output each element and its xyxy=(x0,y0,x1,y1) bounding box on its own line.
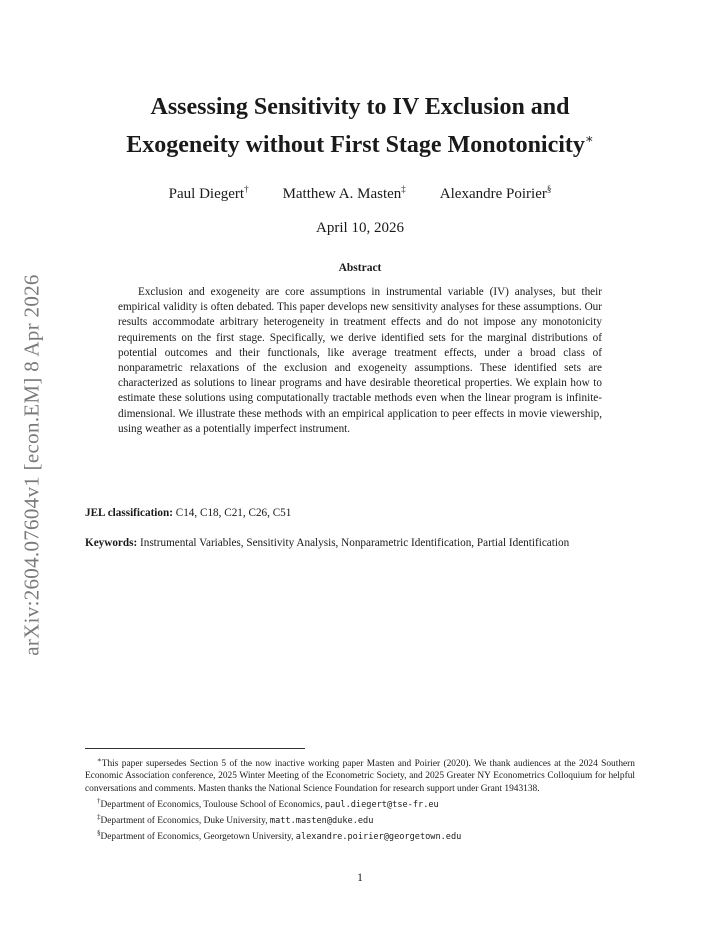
paper-title xyxy=(60,92,660,161)
keywords-value: Instrumental Variables, Sensitivity Analysis, Nonparametric Identification, Partial Identification xyxy=(140,537,570,549)
email-link[interactable]: alexandre.poirier@georgetown.edu xyxy=(295,832,462,843)
author xyxy=(440,184,552,203)
jel-codes: C14, C18, C21, C26, C51 xyxy=(175,507,292,519)
paper-date: April 10, 2026 xyxy=(316,220,404,236)
email-link[interactable]: paul.diegert@tse-fr.eu xyxy=(324,799,439,810)
footnote-affiliation xyxy=(85,811,635,827)
abstract-heading: Abstract xyxy=(338,262,382,274)
footnote-marker: § xyxy=(97,829,101,838)
footnote-marker: ∗ xyxy=(97,756,102,764)
title-footnote-marker: ∗ xyxy=(584,131,594,146)
keywords-label: Keywords: xyxy=(85,537,138,549)
footnote-divider xyxy=(85,748,305,749)
author-name: Matthew A. Masten xyxy=(282,186,402,202)
author-name: Paul Diegert xyxy=(168,186,245,202)
keywords xyxy=(85,536,635,551)
affiliation-text: Department of Economics, Toulouse School of Economics, xyxy=(100,799,325,810)
footnote-affiliation xyxy=(85,795,635,811)
title-line-2: Exogeneity without First Stage Monotonicity xyxy=(126,132,585,158)
page-number: 1 xyxy=(357,872,363,884)
author xyxy=(169,184,249,203)
jel-label: JEL classification: xyxy=(85,507,173,519)
email-link[interactable]: matt.masten@duke.edu xyxy=(269,816,374,827)
footnotes xyxy=(85,754,635,844)
author-marker: § xyxy=(546,184,552,194)
author-marker: † xyxy=(244,184,249,194)
footnote-text: This paper supersedes Section 5 of the now inactive working paper Masten and Poirier (2020). We thank audiences at the 2024 Southern Economic Association conference, 2025 Winter Meeting of the Econometric Society, and 2025 Greater NY Econometrics Colloquium for helpful conversations and comments. Masten thanks the National Science Foundation for research support under Grant 1943138. xyxy=(85,759,635,794)
footnote-main xyxy=(85,754,635,795)
author-marker: ‡ xyxy=(401,184,406,194)
author-list xyxy=(60,184,660,203)
abstract-text: Exclusion and exogeneity are core assumptions in instrumental variable (IV) analyses, but their empirical validity is often debated. This paper develops new sensitivity analyses for these assumptions. Our results accommodate arbitrary heterogeneity in treatment effects and do not impose any monotonicity requirements on the first stage. Specifically, we derive identified sets for the marginal distributions of potential outcomes and their functionals, like average treatment effects, under a broad class of nonparametric relaxations of the exclusion and exogeneity assumptions. These identified sets are characterized as solutions to linear programs and have desirable theoretical properties. We explain how to estimate these solutions using computationally tractable methods even when the linear program is infinite-dimensional. We illustrate these methods with an empirical application to peer effects in movie viewership, using weather as a potentially imperfect instrument. xyxy=(118,286,602,435)
author-name: Alexandre Poirier xyxy=(439,186,547,202)
author xyxy=(283,184,406,203)
jel-classification xyxy=(85,506,635,521)
footnote-marker: † xyxy=(97,796,101,805)
footnote-affiliation xyxy=(85,827,635,843)
arxiv-side-stamp: arXiv:2604.07604v1 [econ.EM] 8 Apr 2026 xyxy=(19,274,44,656)
title-line-1: Assessing Sensitivity to IV Exclusion and xyxy=(150,94,570,120)
affiliation-text: Department of Economics, Georgetown University, xyxy=(100,832,296,843)
affiliation-text: Department of Economics, Duke University, xyxy=(100,816,270,827)
footnote-marker: ‡ xyxy=(97,813,101,822)
